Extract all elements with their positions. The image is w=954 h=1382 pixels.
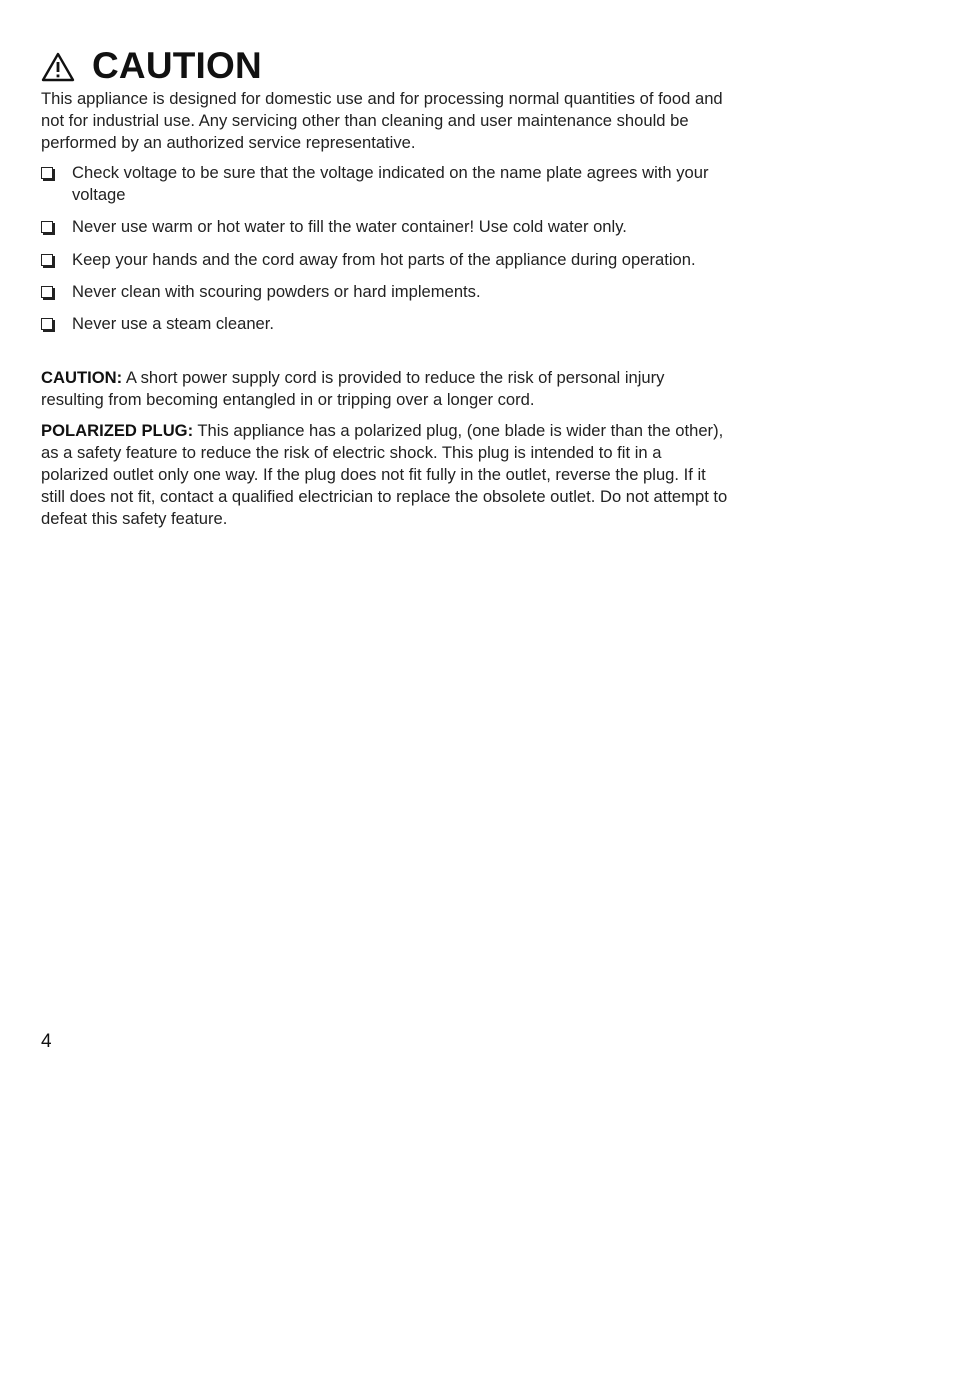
list-item-text: Keep your hands and the cord away from hot parts of the appliance during operation. [72,249,696,269]
list-item-text: Check voltage to be sure that the voltage indicated on the name plate agrees with your voltage [72,163,709,205]
list-item [41,162,731,206]
page-title: CAUTION [92,45,262,86]
list-item [41,313,731,335]
page-number: 4 [41,1031,52,1052]
safety-checklist [41,162,731,334]
polarized-plug-label: POLARIZED PLUG: [41,421,194,441]
warning-triangle-icon [41,52,75,82]
intro-paragraph: This appliance is designed for domestic use and for processing normal quantities of food and not for industrial use. Any servicing other than cleaning and user maintenance should be performed by an authorized service representative. [41,89,723,152]
list-item-text: Never use warm or hot water to fill the water container! Use cold water only. [72,217,627,237]
checkbox-icon [41,167,53,179]
checkbox-icon [41,254,53,266]
cord-caution-label: CAUTION: [41,367,123,387]
cord-caution-paragraph [41,367,731,411]
cord-caution-text: A short power supply cord is provided to reduce the risk of personal injury resulting from becoming entangled in or tripping over a longer cord. [41,367,665,409]
polarized-plug-text: This appliance has a polarized plug, (one blade is wider than the other), as a safety feature to reduce the risk of electric shock. This plug is intended to fit in a polarized outlet only one way. If the plug does not fit fully in the outlet, reverse the plug. If it still does not fit, contact a qualified electrician to replace the obsolete outlet. Do not attempt to defeat this safety feature. [41,421,728,528]
checkbox-icon [41,318,53,330]
list-item-text: Never use a steam cleaner. [72,313,274,333]
checkbox-icon [41,221,53,233]
caution-heading [41,44,731,88]
list-item [41,281,731,303]
checkbox-icon [41,286,53,298]
list-item [41,216,731,238]
document-page [41,44,731,539]
polarized-plug-paragraph [41,420,731,529]
list-item [41,249,731,271]
list-item-text: Never clean with scouring powders or hard implements. [72,281,481,301]
